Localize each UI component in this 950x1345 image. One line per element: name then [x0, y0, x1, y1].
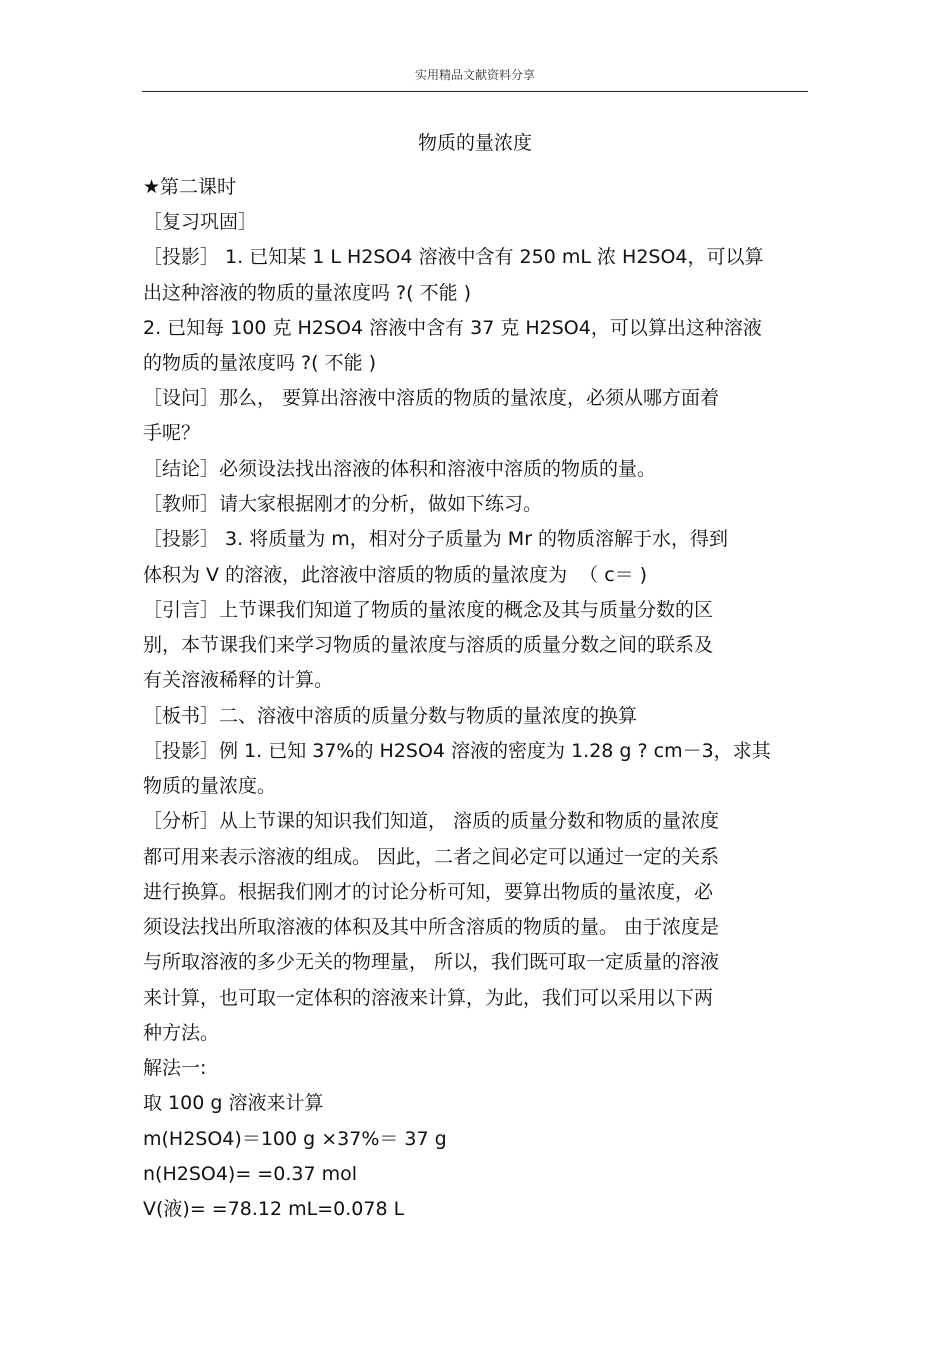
body-line: 有关溶液稀释的计算。: [143, 669, 334, 691]
body-line: 2. 已知每 100 克 H2SO4 溶液中含有 37 克 H2SO4，可以算出这种溶液: [143, 317, 762, 339]
body-line: ［投影］ 1. 已知某 1 L H2SO4 溶液中含有 250 mL 浓 H2SO4，可以算: [143, 246, 764, 268]
body-line: 都可用来表示溶液的组成。 因此，二者之间必定可以通过一定的关系: [143, 846, 720, 868]
body-line: 与所取溶液的多少无关的物理量， 所以，我们既可取一定质量的溶液: [143, 951, 720, 973]
body-line: ［板书］二、溶液中溶质的质量分数与物质的量浓度的换算: [143, 705, 638, 727]
body-line: 解法一:: [143, 1057, 207, 1079]
header-rule: [142, 91, 808, 92]
page-header: 实用精品文献资料分享: [414, 68, 535, 82]
body-line: ［设问］那么， 要算出溶液中溶质的物质的量浓度，必须从哪方面着: [143, 387, 720, 409]
body-line: ［结论］必须设法找出溶液的体积和溶液中溶质的物质的量。: [143, 458, 657, 480]
body-line: 须设法找出所取溶液的体积及其中所含溶质的物质的量。 由于浓度是: [143, 916, 720, 938]
body-line: ［引言］上节课我们知道了物质的量浓度的概念及其与质量分数的区: [143, 599, 714, 621]
body-line: 来计算，也可取一定体积的溶液来计算，为此，我们可以采用以下两: [143, 987, 714, 1009]
body-line: 体积为 V 的溶液，此溶液中溶质的物质的量浓度为 （ c＝ ): [143, 564, 648, 586]
document-title: 物质的量浓度: [417, 132, 532, 154]
body-line: 的物质的量浓度吗 ?( 不能 ): [143, 352, 377, 374]
body-line: 种方法。: [143, 1022, 220, 1044]
body-line: ［分析］从上节课的知识我们知道， 溶质的质量分数和物质的量浓度: [143, 810, 720, 832]
body-line: 别，本节课我们来学习物质的量浓度与溶质的质量分数之间的联系及: [143, 634, 714, 656]
body-line: 取 100 g 溶液来计算: [143, 1092, 324, 1114]
body-line: ［投影］ 3. 将质量为 m，相对分子质量为 Mr 的物质溶解于水，得到: [143, 528, 729, 550]
body-line: 手呢？: [143, 422, 201, 444]
body-line: m(H2SO4)＝100 g ×37%＝ 37 g: [143, 1128, 447, 1150]
body-line: n(H2SO4)= =0.37 mol: [143, 1163, 357, 1185]
body-line: ［复习巩固］: [143, 211, 258, 233]
body-line: ★第二课时: [143, 176, 237, 198]
body-line: 出这种溶液的物质的量浓度吗 ?( 不能 ): [143, 282, 472, 304]
body-line: ［教师］请大家根据刚才的分析，做如下练习。: [143, 493, 543, 515]
body-line: 进行换算。根据我们刚才的讨论分析可知，要算出物质的量浓度，必: [143, 881, 714, 903]
body-line: V(液)= =78.12 mL=0.078 L: [143, 1198, 405, 1220]
body-line: ［投影］例 1. 已知 37%的 H2SO4 溶液的密度为 1.28 g ? cm－3，求其: [143, 740, 771, 762]
body-line: 物质的量浓度。: [143, 775, 277, 797]
